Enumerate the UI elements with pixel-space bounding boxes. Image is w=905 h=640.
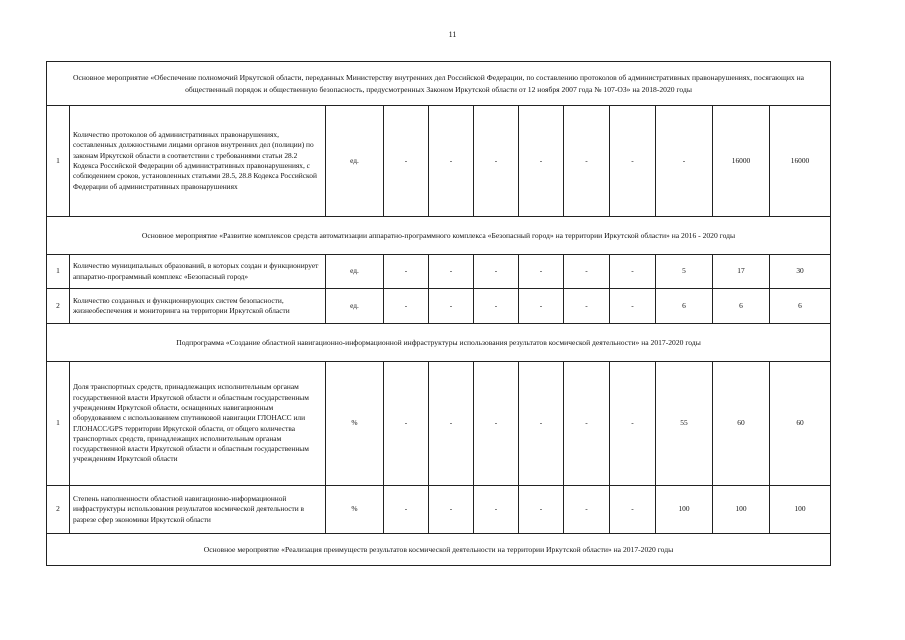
value-cell: 16000 bbox=[770, 106, 831, 217]
value-cell: - bbox=[610, 106, 656, 217]
value-cell: - bbox=[656, 106, 713, 217]
page-number: 11 bbox=[448, 30, 457, 39]
section-title: Основное мероприятие «Развитие комплексов средств автоматизации аппаратно-программного комплекса «Безопасный город» на территории Иркутской области» на 2016 - 2020 годы bbox=[47, 217, 831, 255]
value-cell: 30 bbox=[770, 255, 831, 289]
value-cell: - bbox=[610, 362, 656, 486]
value-cell: 55 bbox=[656, 362, 713, 486]
indicator-name: Количество созданных и функционирующих систем безопасности, жизнеобеспечения и мониторинга на территории Иркутской области bbox=[70, 289, 326, 324]
value-cell: 60 bbox=[770, 362, 831, 486]
unit-cell: ед. bbox=[326, 255, 384, 289]
section-row bbox=[47, 534, 831, 566]
value-cell: - bbox=[384, 362, 429, 486]
value-cell: - bbox=[519, 289, 564, 324]
unit-cell: ед. bbox=[326, 289, 384, 324]
value-cell: - bbox=[564, 289, 610, 324]
value-cell: 17 bbox=[713, 255, 770, 289]
table-row bbox=[47, 486, 831, 534]
value-cell: - bbox=[610, 255, 656, 289]
value-cell: - bbox=[474, 289, 519, 324]
value-cell: 6 bbox=[656, 289, 713, 324]
section-title: Подпрограмма «Создание областной навигационно-информационной инфраструктуры использования результатов космической деятельности» на 2017-2020 годы bbox=[47, 324, 831, 362]
table-row bbox=[47, 289, 831, 324]
row-number: 1 bbox=[47, 106, 70, 217]
value-cell: - bbox=[610, 486, 656, 534]
value-cell: 6 bbox=[713, 289, 770, 324]
row-number: 1 bbox=[47, 362, 70, 486]
table-row bbox=[47, 255, 831, 289]
row-number: 2 bbox=[47, 289, 70, 324]
value-cell: - bbox=[519, 106, 564, 217]
unit-cell: % bbox=[326, 362, 384, 486]
section-row bbox=[47, 62, 831, 106]
value-cell: - bbox=[564, 486, 610, 534]
indicator-name: Степень наполненности областной навигационно-информационной инфраструктуры использования результатов космической деятельности в разрезе сфер экономики Иркутской области bbox=[70, 486, 326, 534]
value-cell: - bbox=[564, 362, 610, 486]
value-cell: - bbox=[474, 255, 519, 289]
table-row bbox=[47, 106, 831, 217]
value-cell: 16000 bbox=[713, 106, 770, 217]
value-cell: - bbox=[429, 486, 474, 534]
value-cell: - bbox=[474, 106, 519, 217]
indicators-table bbox=[46, 61, 831, 566]
value-cell: - bbox=[519, 486, 564, 534]
row-number: 1 bbox=[47, 255, 70, 289]
indicator-name: Количество муниципальных образований, в которых создан и функционирует аппаратно-программный комплекс «Безопасный город» bbox=[70, 255, 326, 289]
value-cell: - bbox=[429, 289, 474, 324]
section-row bbox=[47, 217, 831, 255]
value-cell: - bbox=[384, 289, 429, 324]
value-cell: - bbox=[564, 255, 610, 289]
unit-cell: ед. bbox=[326, 106, 384, 217]
value-cell: 100 bbox=[770, 486, 831, 534]
value-cell: - bbox=[429, 255, 474, 289]
table-row bbox=[47, 362, 831, 486]
value-cell: 100 bbox=[713, 486, 770, 534]
indicator-name: Доля транспортных средств, принадлежащих исполнительным органам государственной власти Иркутской области и областным государственным учреждениям Иркутской области, оснащенных навигационным оборудованием с использованием спутниковой навигации ГЛОНАСС или ГЛОНАСС/GPS территории Иркутской области, от общего количества транспортных средств, принадлежащих исполнительным органам государственной власти Иркутской области и областным государственным учреждениям Иркутской области bbox=[70, 362, 326, 486]
value-cell: 5 bbox=[656, 255, 713, 289]
value-cell: - bbox=[384, 106, 429, 217]
value-cell: - bbox=[384, 486, 429, 534]
value-cell: - bbox=[429, 106, 474, 217]
value-cell: - bbox=[384, 255, 429, 289]
value-cell: - bbox=[610, 289, 656, 324]
section-title: Основное мероприятие «Обеспечение полномочий Иркутской области, переданных Министерству внутренних дел Российской Федерации, по составлению протоколов об административных правонарушениях, посягающих на общественный порядок и общественную безопасность, предусмотренных Законом Иркутской области от 12 ноября 2007 года № 107-ОЗ» на 2018-2020 годы bbox=[47, 62, 831, 106]
value-cell: 6 bbox=[770, 289, 831, 324]
unit-cell: % bbox=[326, 486, 384, 534]
section-title: Основное мероприятие «Реализация преимуществ результатов космической деятельности на территории Иркутской области» на 2017-2020 годы bbox=[47, 534, 831, 566]
value-cell: - bbox=[429, 362, 474, 486]
indicator-name: Количество протоколов об административных правонарушениях, составленных должностными лицами органов внутренних дел (полиции) по законам Иркутской области в соответствии с требованиями статьи 28.2 Кодекса Российской Федерации об административных правонарушениях, с соблюдением сроков, установленных статьями 28.5, 28.8 Кодекса Российской Федерации об административных правонарушениях bbox=[70, 106, 326, 217]
value-cell: - bbox=[564, 106, 610, 217]
section-row bbox=[47, 324, 831, 362]
value-cell: - bbox=[519, 255, 564, 289]
row-number: 2 bbox=[47, 486, 70, 534]
value-cell: - bbox=[474, 362, 519, 486]
value-cell: 60 bbox=[713, 362, 770, 486]
value-cell: - bbox=[474, 486, 519, 534]
value-cell: 100 bbox=[656, 486, 713, 534]
value-cell: - bbox=[519, 362, 564, 486]
